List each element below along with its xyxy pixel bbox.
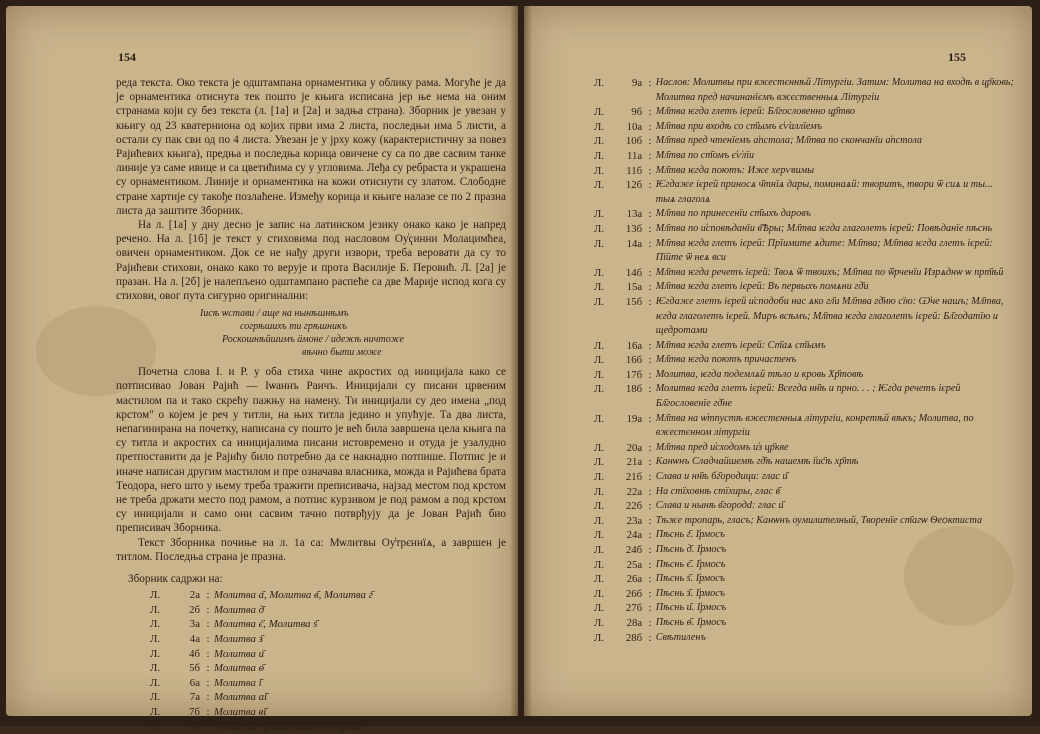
left-page-text xyxy=(116,76,506,734)
list-item: Л. 26б : Пѣснь з҃. І҆рмосъ xyxy=(594,587,725,600)
list-item: Л. 15а : Мл҃тва ѥгда глетъ ієрей: Въ первыхъ помѧни гд҃и xyxy=(594,281,869,294)
list-item: Л. 25а : Пѣснь є҃. І҆рмосъ xyxy=(594,558,726,571)
page-number-right: 155 xyxy=(948,50,966,64)
list-item: Л. 5б : Молитва ѳ҃ xyxy=(150,662,264,675)
list-item: Л. 13б : Мл҃тва по и҆сповѣданїи в҃Ѣры; Мл҃тва ѥгда глаголетъ ієрей: Повѣданїе пѣснь xyxy=(594,222,993,235)
list-item: Л. 14б : Мл҃тва ѥгда речетъ ієрей: Твоѧ ѿ твоихъ; Мл҃тва по ѿрченїи Изрѧднѡ ѡ прт҃ѣй xyxy=(594,266,1004,279)
book-gutter xyxy=(510,6,532,716)
list-item: Л. 12б : Ѥгдаже ієрей приносѧ ч҃тнїѧ дары, поминаѧй: творитъ, твори ѿ сиѧ и ты... тыѧ глаголѧ xyxy=(594,179,993,205)
contents-list-right xyxy=(594,76,1014,645)
verse-line: вѣчно быти може xyxy=(302,347,382,359)
list-item: Л. 10а : Мл҃тва при входѣ со ст҃ымъ є҆ѵ҆аллїемъ xyxy=(594,120,822,133)
list-item: Л. 4б : Молитва и҃ xyxy=(150,647,264,660)
list-item: Л. 2б : Молитва д҃ xyxy=(150,603,265,616)
paragraph: На л. [1а] у дну десно је запис на латинском језику онако како је напред речено. На л. [1б] је текст у стиховима под насловом Оу҆ҁинни Молацимћеа, овичен орнаментиком. Док се не нађу други извори, треба веровати да су то Рајићеви стихови, онако како то верује и прота Василије Б. Перовић. Л. [2а] је празан. На л. [2б] је налепљено одштампано распеће са две Марије испод кога су стихови, овог пута сигурно оригинални: xyxy=(116,219,506,303)
paragraph: Текст Зборника почиње на л. 1а са: Мѡлитвы Оу҆трєннїѧ, а завршен је титлом. Последња страна је празна. xyxy=(116,536,506,563)
list-item: Л. 24а : Пѣснь г҃. І҆рмосъ xyxy=(594,529,725,542)
list-item: Л. 7б : Молитва ві҃ xyxy=(150,706,267,719)
list-item: Л. 21б : Слава и нн҃ѣ бг҃ородици: глас и҃ xyxy=(594,471,788,484)
list-item: Л. 7а : Молитва аі҃ xyxy=(150,691,267,704)
list-item: Л. 28а : Пѣснь ѳ҃. І҆рмосъ xyxy=(594,616,727,629)
list-item: Л. 11а : Мл҃тва по ст҃омъ є҆ѵ҆лїи xyxy=(594,149,755,162)
list-item: Л. 10б : Мл҃тва пред чтенїемъ а҆пстола; Мл҃тва по скончанїи а҆пстола xyxy=(594,135,922,148)
paragraph: реда текста. Око текста је одштампана орнаментика у облику рама. Могуће је да је орнаментика отиснута тек пошто је књига исписана јер ње нема на оним странама који су без текста (л. [1а] и [2а] и задња страна). Зборник је увезан у књигу од 23 кватерниона од којих први има 2 листа, последњи има 5 листи, а остали су пак сви од по 4 листа. Увезан је у јрху кожу (карактеристичну за повез Рајићевих књига), предња и последња корица овичене су са по две сасвим танке линије уз саме ивице и са цветићима су у угловима. Леђа су ребраста и украшена су орнаментиком. Линије и орнаментика на кожи отиснути су златом. Слободне стране хартије су такође позлаћене. Између корица и књиге налазе се по 2 празна листа да заштите Зборник. xyxy=(116,77,506,217)
list-item: Л. 26а : Пѣснь ѕ҃. І҆рмосъ xyxy=(594,573,725,586)
list-item: Л. 15б : Ѥгдаже глетъ ієрей и҆сподоби нас ѧко гл҃и Мл҃тва гд҃ню сїю: Ѡ҆че нашъ; Мл҃тва, ѥгда глаголетъ ієрей. Миръ всѣмъ; Мл҃тва ѥгда глаголетъ ієрей: Бл҃годатїю и щедротами xyxy=(594,295,1004,337)
page-number-left: 154 xyxy=(118,50,136,64)
list-item: Л. 23а : Тѣже тропарь, гласъ; Канѡнъ ѹмилителный, Творенїе ст҃агѡ Ѳеѻктиста xyxy=(594,514,983,527)
list-item: Л. 18б : Молитва ѥгда глетъ ієрей: Всегда нн҃ѣ и прно. . . ; Ѥгда речетъ ієрей Бл҃гословенїе гд҃не xyxy=(594,383,961,410)
verse-line: Іисѣ ѡстави / аще на нынѣшнѣмъ xyxy=(200,308,349,320)
list-item: Л. 3а : Молитва є҃, Молитва ѕ҃ xyxy=(150,618,318,631)
list-item: Л. 8б : Мѡлитва пришедшимъ къ цр҃кви xyxy=(150,720,363,733)
contents-list-left xyxy=(150,588,506,734)
list-item: Л. 9а : Наслов: Молитвы при вжестєннѣй Літургіи. Затим: Молитва на входѣ в цр҃ковь; Молитва пред начинанїємъ вжєственныѧ Літургіи xyxy=(594,77,1014,103)
list-item: Л. 13а : Мл҃тва по принесенїи ст҃ыхъ даровъ xyxy=(594,208,811,221)
list-item: Л. 2а : Молитва а҃, Молитва в҃, Молитва г҃ xyxy=(150,589,373,602)
paragraph: Почетна слова І. и Р. у оба стиха чине акростих од иницијала како се потписивао Јован Рајић — Іѡаннъ Раичъ. Иницијали су писани црвеним мастилом па и тако скрећу пажњу на намену. Ти иницијали су део имена „под крстом" о којем је реч у титли, на њих титла једино и упућује. Та два листа, непагинирана на почетку, написана су пошто је већ била завршена цела књига па су титла и акростих са иницијалима писани истовремено и отуда је узалудно претпоставити да је Рајићу било потребно да се накнадно потпише. Потпис је и иначе написан другим мастилом и пре означава власника, можда и Рајићева брата Теодора, него што у њему треба тражити преписивача, најзад местом под крстом не треба држати место под рамом, а потпис курзивом је под рамом а под крстом су иницијали и само они сасвим тачно потврђују да је Јован Рајић био преписивач Зборника. xyxy=(116,366,506,535)
list-item: Л. 20а : Мл҃тва пред и҆сходомъ и҆з цр҃кве xyxy=(594,441,789,454)
list-item: Л. 11б : Мл҃тва ѥгда поютъ: Иже херѵвимы xyxy=(594,164,815,177)
list-item: Л. 16а : Мл҃тва ѥгда глетъ ієрей: Ст҃аѧ ст҃ымъ xyxy=(594,339,826,352)
verse-line: согрѣшихъ ти грѣшникъ xyxy=(240,321,347,333)
list-item: Л. 6а : Молитва і҃ xyxy=(150,676,262,689)
list-item: Л. 4а : Молитва з҃ xyxy=(150,633,263,646)
verse-line: Роскошнѣйшимъ ӓмоне / идежѣ ничтоже xyxy=(222,334,404,346)
list-item: Л. 17б : Молитва, ѥгда подемлѧй тѣло и кровь Хр҃товѣ xyxy=(594,368,864,381)
list-item: Л. 9б : Мл҃тва ѥгда глетъ ієрей: Бл҃гословенно цр҃тво xyxy=(594,106,855,119)
list-item: Л. 24б : Пѣснь д҃. І҆рмосъ xyxy=(594,544,727,556)
list-item: Л. 28б : Свѣтиленъ xyxy=(594,631,706,644)
list-item: Л. 22б : Слава и нынѣ в҃городd: глас и҃ xyxy=(594,500,784,513)
left-page xyxy=(6,6,518,733)
contents-heading: Зборник садржи на: xyxy=(128,573,223,586)
list-item: Л. 22а : На стїховнѣ стїхиры, глас в҃ xyxy=(594,485,781,498)
list-item: Л. 27б : Пѣснь и҃. І҆рмосъ xyxy=(594,602,727,615)
list-item: Л. 21а : Канѡнъ Сладчайшемѣ гд҃ѣ нашемѣ і҆ис҃ѣ хр҃тѣ xyxy=(594,456,859,469)
right-page xyxy=(524,6,1032,716)
list-item: Л. 19а : Мл҃тва на ѡ҆тпустѣ вжестєнныѧ літургіи, конретѣй вѣкъ; Молитва, по вжестєнном літургіи xyxy=(594,412,974,439)
list-item: Л. 16б : Мл҃тва ѥгда поютъ причастенъ xyxy=(594,354,797,367)
list-item: Л. 14а : Мл҃тва ѥгда глетъ ієрей: Прїимите ѧдите: Мл҃тва; Мл҃тва ѥгда глетъ ієрей: Пїйте ѿ неѧ вси xyxy=(594,237,993,264)
verse-block xyxy=(116,307,506,359)
